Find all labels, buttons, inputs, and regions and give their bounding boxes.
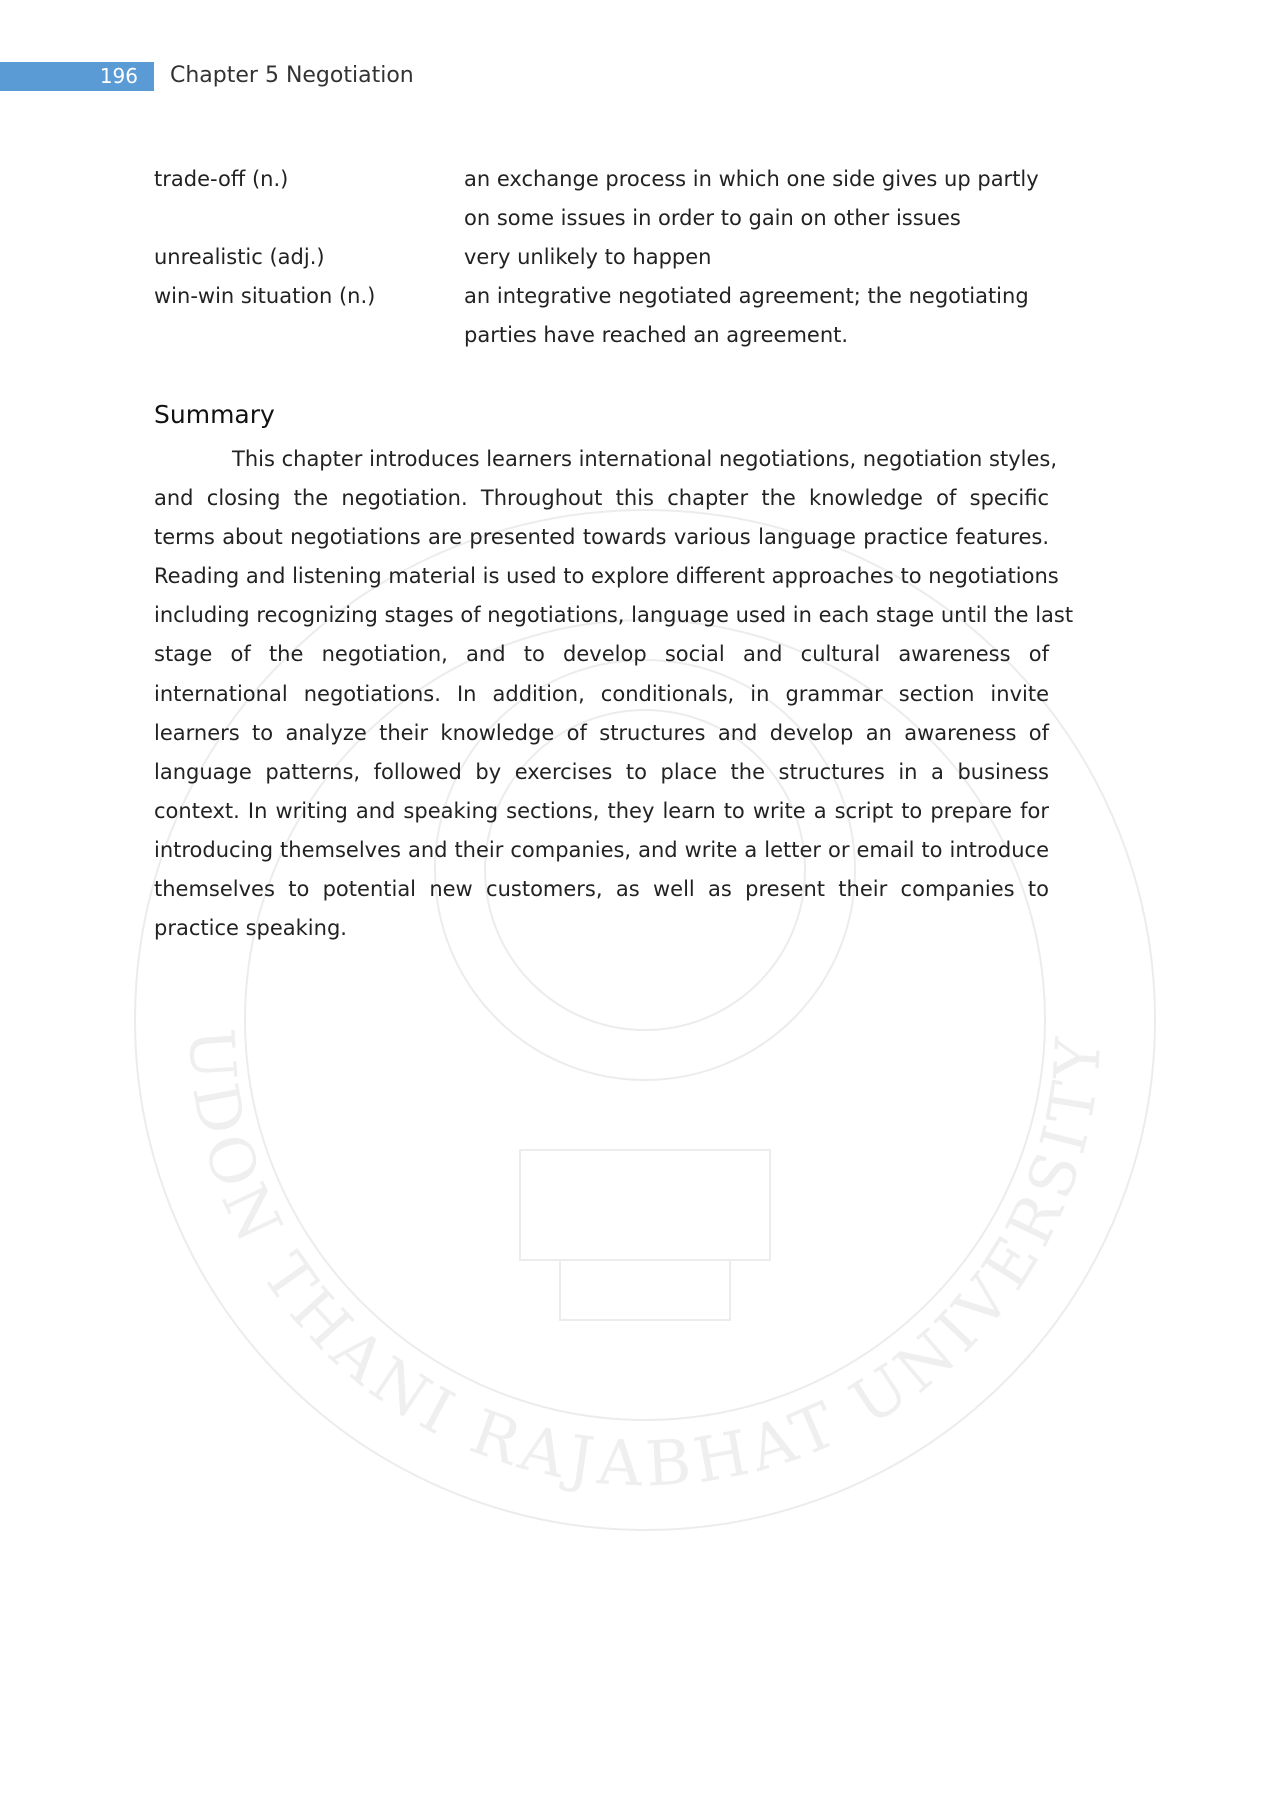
summary-line: terms about negotiations are presented towards various language practice features. xyxy=(154,525,1049,550)
summary-paragraph xyxy=(154,440,1074,948)
glossary-term xyxy=(154,316,464,355)
glossary-definition: very unlikely to happen xyxy=(464,245,712,269)
summary-line: language patterns, followed by exercises to place the structures in a business xyxy=(154,759,1049,784)
glossary-term: win-win situation (n.) xyxy=(154,284,376,308)
summary-line: including recognizing stages of negotiations, language used in each stage until the last xyxy=(154,603,1074,628)
svg-text:UDON THANI RAJABHAT UNIVERSITY xyxy=(174,1026,1115,1500)
glossary-term: trade-off (n.) xyxy=(154,167,289,191)
page-number: 196 xyxy=(99,64,138,88)
summary-line: This chapter introduces learners international negotiations, negotiation styles, xyxy=(232,447,1058,471)
summary-line: and closing the negotiation. Throughout this chapter the knowledge of specific xyxy=(154,486,1049,511)
chapter-title: Chapter 5 Negotiation xyxy=(170,63,414,88)
glossary-row xyxy=(154,316,1054,355)
summary-line: introducing themselves and their companies, and write a letter or email to introduce xyxy=(154,837,1049,862)
summary-line: stage of the negotiation, and to develop social and cultural awareness of xyxy=(154,642,1049,667)
summary-line: learners to analyze their knowledge of structures and develop an awareness of xyxy=(154,720,1049,745)
summary-line: themselves to potential new customers, as well as present their companies to xyxy=(154,877,1049,902)
page-number-bar xyxy=(0,62,154,91)
watermark-text: UDON THANI RAJABHAT UNIVERSITY xyxy=(174,1026,1116,1501)
summary-line: international negotiations. In addition, conditionals, in grammar section invite xyxy=(154,681,1049,706)
glossary-definition: on some issues in order to gain on other issues xyxy=(464,206,961,230)
glossary-definition: an exchange process in which one side gives up partly xyxy=(464,167,1039,191)
glossary-row xyxy=(154,277,1054,316)
glossary-row xyxy=(154,238,1054,277)
glossary-term xyxy=(154,199,464,238)
glossary-row xyxy=(154,160,1054,199)
glossary xyxy=(154,160,1054,355)
glossary-row xyxy=(154,199,1054,238)
summary-line: practice speaking. xyxy=(154,916,347,941)
glossary-definition: parties have reached an agreement. xyxy=(464,323,849,347)
glossary-term: unrealistic (adj.) xyxy=(154,245,325,269)
summary-heading: Summary xyxy=(154,400,275,429)
glossary-definition: an integrative negotiated agreement; the negotiating xyxy=(464,284,1029,308)
summary-line: Reading and listening material is used to explore different approaches to negotiations xyxy=(154,564,1059,589)
summary-line: context. In writing and speaking sections, they learn to write a script to prepare for xyxy=(154,798,1049,823)
